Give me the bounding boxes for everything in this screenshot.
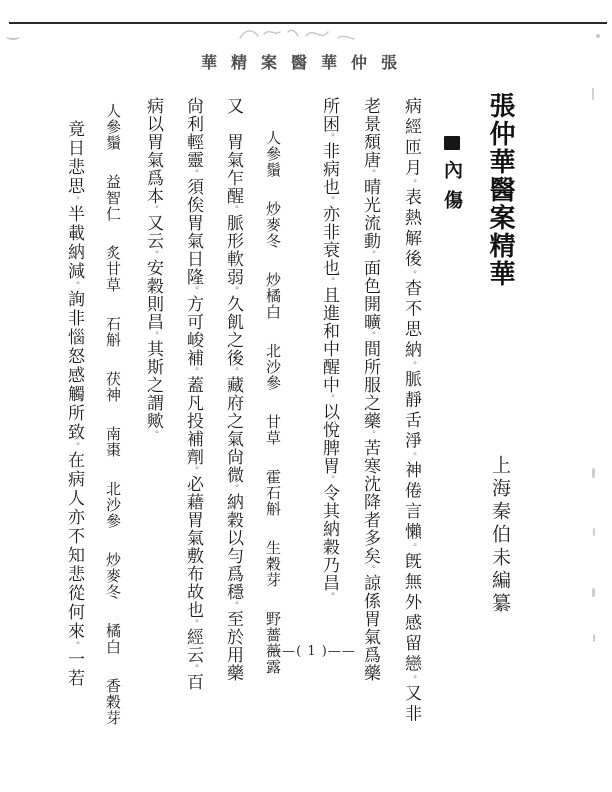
page-bleed-mark bbox=[592, 88, 594, 100]
punctuation-circle: 。 bbox=[148, 430, 158, 439]
section-heading bbox=[439, 136, 466, 266]
punctuation-circle: 。 bbox=[228, 367, 238, 376]
punctuation-circle: 。 bbox=[406, 452, 416, 461]
page-bleed-mark bbox=[596, 34, 600, 38]
punctuation-circle: 。 bbox=[188, 286, 198, 295]
punctuation-circle: 。 bbox=[406, 361, 416, 370]
page-bleed-mark bbox=[592, 468, 595, 478]
punctuation-circle: 。 bbox=[69, 442, 79, 451]
punctuation-circle: 。 bbox=[228, 286, 238, 295]
punctuation-circle: 。 bbox=[188, 367, 198, 376]
editor-credit: 上海秦伯未編纂 bbox=[489, 455, 511, 616]
section-marker-square bbox=[444, 136, 460, 150]
punctuation-circle: 。 bbox=[324, 133, 334, 142]
punctuation-circle: 。 bbox=[228, 601, 238, 610]
text-column-6: 病以胃氣爲本。又云。安穀則昌。其斯之謂歟。 bbox=[143, 97, 163, 439]
punctuation-circle: 。 bbox=[148, 250, 158, 259]
punctuation-circle: 。 bbox=[324, 592, 334, 601]
punctuation-circle: 。 bbox=[406, 543, 416, 552]
pencil-scribble bbox=[232, 20, 372, 50]
punctuation-circle: 。 bbox=[365, 169, 375, 178]
text-column-2: 老景頹唐。晴光流動。面色開曠。間所服之藥。苦寒沈降者多矣。諒係胃氣爲藥 bbox=[360, 97, 380, 682]
punctuation-circle: 。 bbox=[406, 270, 416, 279]
page-number: ——( 1 )—— bbox=[268, 644, 356, 659]
punctuation-circle: 。 bbox=[188, 169, 198, 178]
punctuation-circle: 。 bbox=[365, 430, 375, 439]
punctuation-circle: 。 bbox=[148, 331, 158, 340]
punctuation-circle: 。 bbox=[148, 205, 158, 214]
punctuation-circle: 。 bbox=[406, 675, 416, 684]
punctuation-circle: 。 bbox=[69, 641, 79, 650]
page-bleed-mark bbox=[593, 634, 595, 642]
page-bleed-mark bbox=[593, 528, 595, 536]
text-column-1: 病經匝月。表熱解後。杳不思納。脈靜舌淨。神倦言懶。旣無外感留戀。又非 bbox=[401, 97, 421, 725]
book-title: 張仲華醫案精華 bbox=[485, 92, 515, 288]
punctuation-circle: 。 bbox=[365, 331, 375, 340]
text-column-3: 所困。非病也。亦非衰也。且進和中醒中。以悅脾胃。令其納穀乃昌。 bbox=[319, 97, 339, 601]
punctuation-circle: 。 bbox=[69, 281, 79, 290]
punctuation-circle: 。 bbox=[228, 484, 238, 493]
punctuation-circle: 。 bbox=[188, 466, 198, 475]
running-header: 華精案醫華仲張 bbox=[200, 53, 411, 72]
text-column-7: 竟日悲思。半載納減。詢非惱怒感觸所致。在病人亦不知悲從何來。一若 bbox=[64, 120, 84, 688]
punctuation-circle: 。 bbox=[188, 664, 198, 673]
punctuation-circle: 。 bbox=[365, 250, 375, 259]
page-bleed-mark bbox=[6, 33, 20, 40]
punctuation-circle: 。 bbox=[228, 205, 238, 214]
prescription-column-1: 人參鬚 炒麥冬 炒橘白 北沙參 甘草 霍石斛 生穀芽 野薔薇露 bbox=[264, 130, 282, 675]
punctuation-circle: 。 bbox=[406, 179, 416, 188]
section-title: 內傷 bbox=[441, 160, 463, 220]
page-bleed-mark bbox=[592, 588, 595, 597]
punctuation-circle: 。 bbox=[324, 196, 334, 205]
punctuation-circle: 。 bbox=[365, 565, 375, 574]
text-column-5: 尙利輕靈。須俟胃氣日隆。方可峻補。蓋凡投補劑。必藉胃氣敷布故也。經云。百 bbox=[183, 97, 203, 691]
punctuation-circle: 。 bbox=[324, 475, 334, 484]
punctuation-circle: 。 bbox=[324, 394, 334, 403]
punctuation-circle: 。 bbox=[69, 196, 79, 205]
text-column-4: 又 胃氣乍醒。脈形軟弱。久飢之後。藏府之氣尙微。納穀以勻爲穩。至於用藥 bbox=[223, 97, 243, 682]
punctuation-circle: 。 bbox=[188, 619, 198, 628]
prescription-column-2: 人參鬚 益智仁 炙甘草 石斛 茯神 南棗 北沙參 炒麥冬 橘白 香穀芽 bbox=[104, 103, 122, 726]
punctuation-circle: 。 bbox=[324, 277, 334, 286]
